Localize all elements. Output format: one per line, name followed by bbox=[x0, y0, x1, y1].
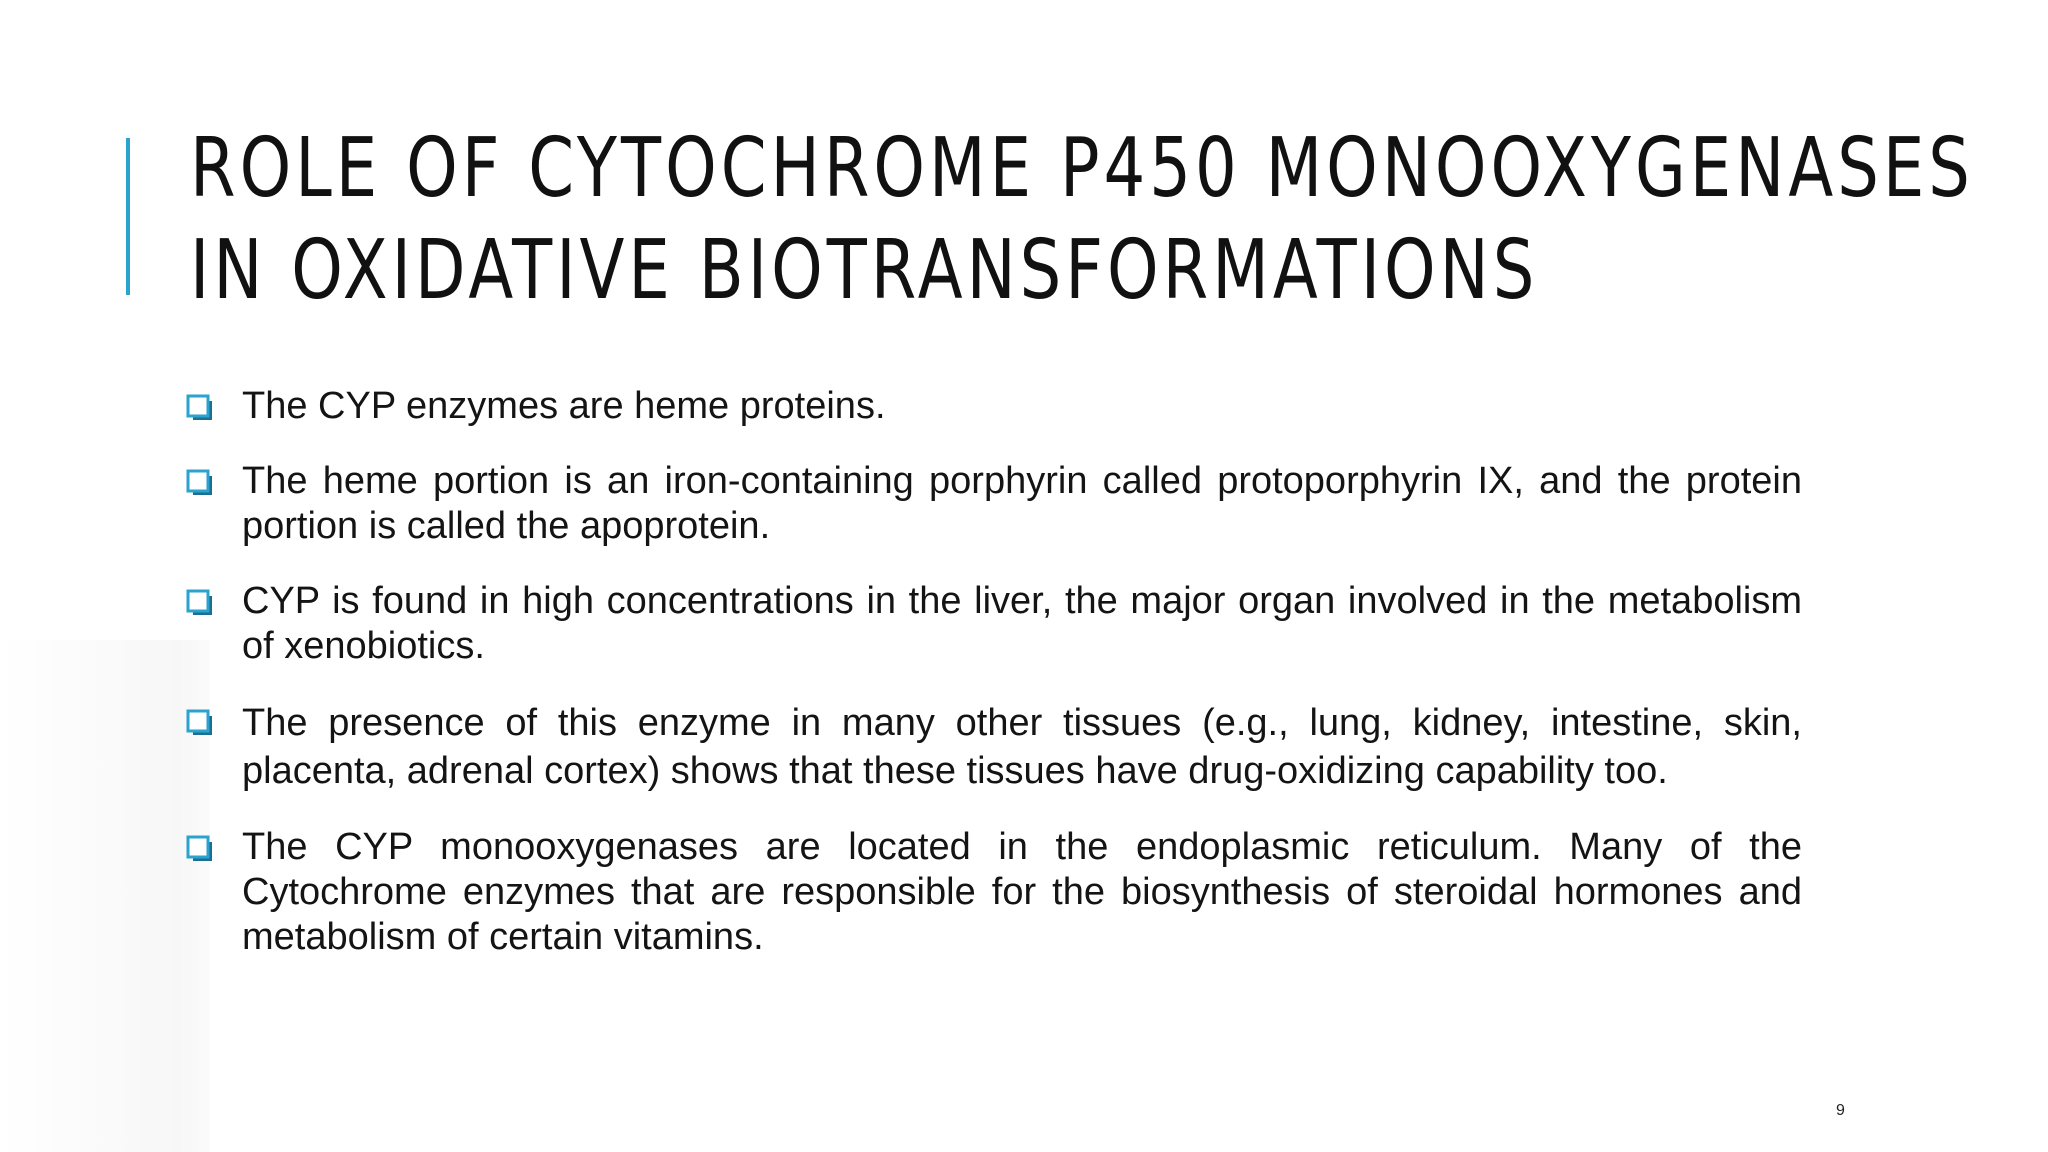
checkbox-icon bbox=[186, 394, 214, 422]
checkbox-icon bbox=[186, 835, 214, 863]
background-shade bbox=[0, 640, 210, 1152]
bullet-item bbox=[182, 459, 1802, 549]
bullet-item bbox=[182, 384, 1802, 429]
bullet-text: The heme portion is an iron-containing porphyrin called protoporphyrin IX, and the protein portion is called the apoprotein. bbox=[242, 460, 1802, 547]
checkbox-icon bbox=[186, 469, 214, 497]
bullet-item bbox=[182, 699, 1802, 795]
bullet-text: The CYP enzymes are heme proteins. bbox=[242, 385, 886, 427]
checkbox-icon bbox=[186, 589, 214, 617]
title-accent-bar bbox=[126, 138, 130, 295]
bullet-item bbox=[182, 825, 1802, 960]
slide-title bbox=[190, 118, 1974, 322]
bullet-list bbox=[182, 384, 1802, 990]
title-line-1: ROLE OF CYTOCHROME P450 MONOOXYGENASES bbox=[190, 121, 1974, 216]
bullet-text: The CYP monooxygenases are located in the endoplasmic reticulum. Many of the Cytochrome enzymes that are responsible for the biosynthesis of steroidal hormones and metabolism of certain vitamins. bbox=[242, 826, 1802, 958]
bullet-text: The presence of this enzyme in many other tissues (e.g., lung, kidney, intestine, skin, placenta, adrenal cortex) shows that these tissues have drug-oxidizing capability too. bbox=[242, 702, 1802, 792]
slide-number: 9 bbox=[1836, 1102, 1845, 1119]
title-line-2: IN OXIDATIVE BIOTRANSFORMATIONS bbox=[190, 223, 1539, 318]
bullet-item bbox=[182, 579, 1802, 669]
checkbox-icon bbox=[186, 709, 214, 737]
bullet-text: CYP is found in high concentrations in the liver, the major organ involved in the metabolism of xenobiotics. bbox=[242, 580, 1802, 667]
